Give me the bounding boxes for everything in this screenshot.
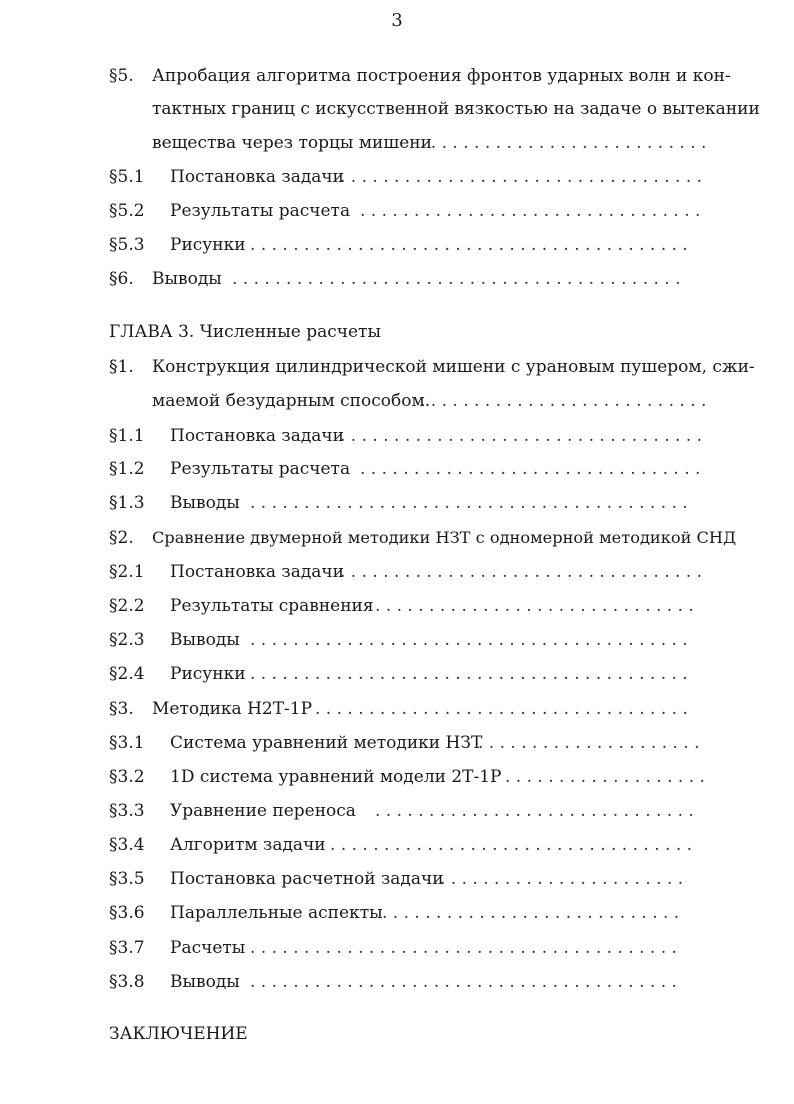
section-title: 1D система уравнений модели 2Т-1Р (170, 767, 502, 787)
section-number: §5.3 (109, 235, 145, 255)
section-number: §3.3 (109, 801, 145, 821)
section-number: §3.6 (109, 903, 145, 923)
leader-dots: . . . . . . . . . . . . . . . . . . . . . . . . . . . . . . . . . . (330, 835, 693, 855)
leader-dots: . . . . . . . . . . . . . . . . . . . . . . . . . . . . . . . . . . . . . . . . . (250, 235, 688, 255)
section-title: Уравнение переноса (170, 801, 356, 821)
section-title-line-2: маемой безударным способом. (152, 391, 431, 411)
leader-dots: . . . . . . . . . . . . . . . . . . . . . . . . . . . . . . . . . . . . . . . . (250, 938, 677, 958)
section-title-line-1: Конструкция цилиндрической мишени с урановым пушером, сжи- (152, 357, 755, 377)
section-number: §6. (109, 269, 134, 289)
leader-dots: . . . . . . . . . . . . . . . . . . . (505, 767, 705, 787)
section-title: Рисунки (170, 235, 246, 255)
leader-dots: . . . . . . . . . . . . . . . . . . . . . . . . . . . . . . . . . . . . . . . . . . (232, 269, 681, 289)
leader-dots: . . . . . . . . . . . . . . . . . . . . . . . . . . . . . . (375, 801, 694, 821)
section-title: Результаты сравнения (170, 596, 374, 616)
chapter-title: ГЛАВА 3. Численные расчеты (109, 322, 381, 342)
section-title: Постановка расчетной задачи (170, 869, 444, 889)
leader-dots: . . . . . . . . . . . . . . . . . . . . . . . . . . . . . . . . . . (340, 167, 703, 187)
section-title: Алгоритм задачи (170, 835, 326, 855)
section-title: Постановка задачи (170, 426, 345, 446)
section-title: Постановка задачи (170, 167, 345, 187)
section-number: §5. (109, 66, 134, 86)
leader-dots: . . . . . . . . . . . . . . . . . . . . . . . . . . . . . . . . . . . . . . . . . (250, 664, 688, 684)
leader-dots: . . . . . . . . . . . . . . . . . . . . . . . . . . . . . . . . . . . . . . . . (250, 972, 677, 992)
section-title: Выводы (170, 972, 240, 992)
leader-dots: . . . . . . . . . . . . . . . . . . . . . . . . . . . . . . . . . . (340, 426, 703, 446)
leader-dots: . . . . . . . . . . . . . . . . . . . . . . . . . . . . (382, 903, 680, 923)
leader-dots: . . . . . . . . . . . . . . . . . . . . . . . . . . . . . . . . (360, 201, 701, 221)
section-title: Выводы (152, 269, 222, 289)
section-title: Сравнение двумерной методики НЗТ с одномерной методикой СНД (152, 528, 737, 547)
section-number: §1. (109, 357, 134, 377)
section-title: Постановка задачи (170, 562, 345, 582)
leader-dots: . . . . . . . . . . . . . . . . . . . . . . . . . . . . . . . . . . . (315, 699, 688, 719)
leader-dots: . . . . . . . . . . . . . . . . . . . . . . . . . . . (420, 391, 707, 411)
section-number: §1.1 (109, 426, 145, 446)
leader-dots: . . . . . . . . . . . . . . . . . . . . . . . . . . . . . . (375, 596, 694, 616)
section-title: Результаты расчета (170, 459, 351, 479)
section-number: §2.1 (109, 562, 145, 582)
leader-dots: . . . . . . . . . . . . . . . . . . . . . (478, 733, 700, 753)
section-title: Результаты расчета (170, 201, 351, 221)
leader-dots: . . . . . . . . . . . . . . . . . . . . . . . . . . . . . . . . . . . . . . . . . (250, 630, 688, 650)
section-title: Рисунки (170, 664, 246, 684)
chapter-title: ЗАКЛЮЧЕНИЕ (109, 1024, 248, 1044)
leader-dots: . . . . . . . . . . . . . . . . . . . . . . . . . . . . . . . . (360, 459, 701, 479)
section-number: §1.3 (109, 493, 145, 513)
section-number: §2. (109, 528, 134, 548)
section-number: §2.3 (109, 630, 145, 650)
leader-dots: . . . . . . . . . . . . . . . . . . . . . . . . . . . (420, 133, 707, 153)
section-number: §3.5 (109, 869, 145, 889)
section-number: §3.4 (109, 835, 145, 855)
section-title: Система уравнений методики НЗТ (170, 733, 483, 753)
section-title-line-1: Апробация алгоритма построения фронтов ударных волн и кон- (152, 66, 731, 86)
section-number: §2.4 (109, 664, 145, 684)
section-number: §3.7 (109, 938, 145, 958)
page-number: 3 (391, 10, 403, 31)
section-title: Параллельные аспекты (170, 903, 383, 923)
section-number: §3.8 (109, 972, 145, 992)
leader-dots: . . . . . . . . . . . . . . . . . . . . . . . . . . . . . . . . . . (340, 562, 703, 582)
section-title: Методика Н2Т-1Р (152, 699, 313, 719)
section-number: §2.2 (109, 596, 145, 616)
section-title: Выводы (170, 493, 240, 513)
section-number: §3.2 (109, 767, 145, 787)
section-number: §1.2 (109, 459, 145, 479)
section-number: §3. (109, 699, 134, 719)
leader-dots: . . . . . . . . . . . . . . . . . . . . . . . (440, 869, 684, 889)
section-title: Выводы (170, 630, 240, 650)
section-title-line-2: тактных границ с искусственной вязкостью на задаче о вытекании (152, 99, 760, 119)
section-number: §3.1 (109, 733, 145, 753)
section-title-line-3: вещества через торцы мишени (152, 133, 432, 153)
leader-dots: . . . . . . . . . . . . . . . . . . . . . . . . . . . . . . . . . . . . . . . . . (250, 493, 688, 513)
section-title: Расчеты (170, 938, 246, 958)
section-number: §5.1 (109, 167, 145, 187)
section-number: §5.2 (109, 201, 145, 221)
